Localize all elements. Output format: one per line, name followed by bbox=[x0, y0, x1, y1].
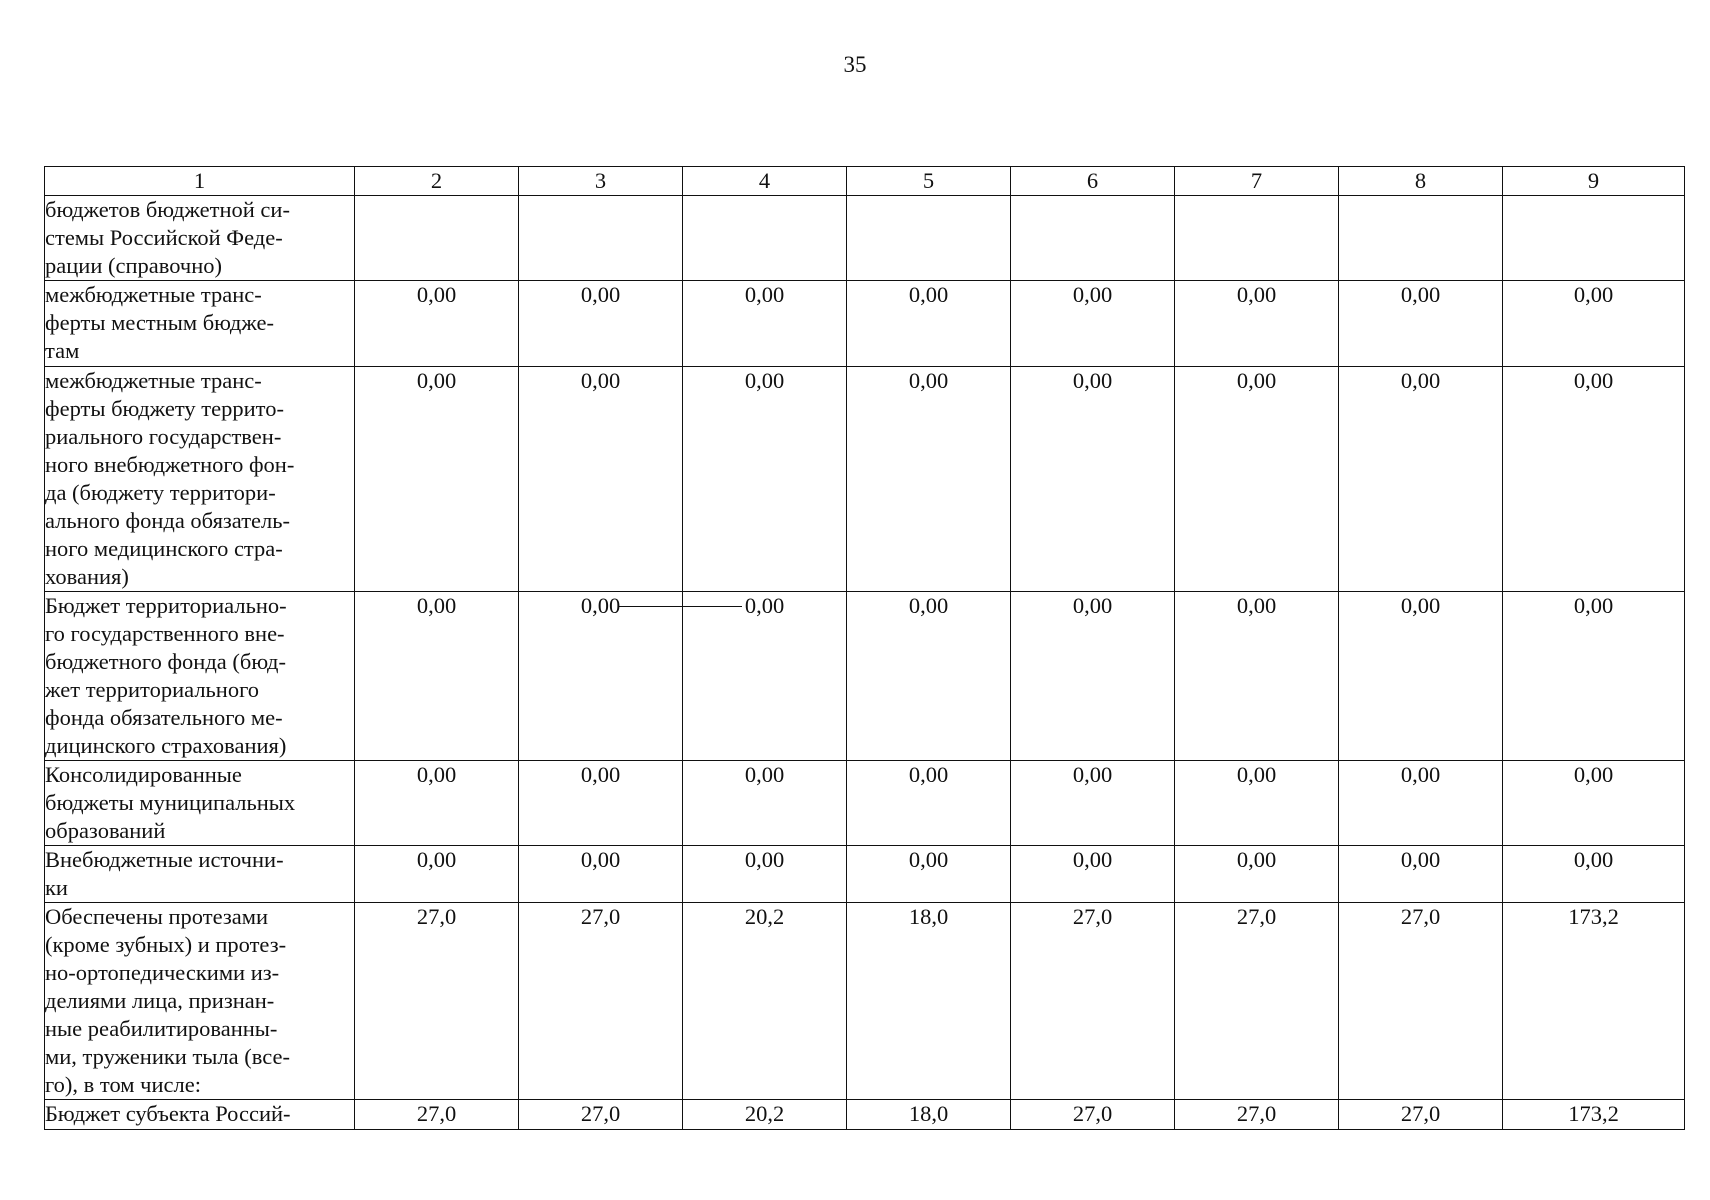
value-cell: 0,00 bbox=[1503, 761, 1685, 846]
value-cell: 0,00 bbox=[519, 846, 683, 903]
column-header: 1 bbox=[45, 167, 355, 196]
value-cell: 0,00 bbox=[1011, 761, 1175, 846]
value-cell: 0,00 bbox=[683, 367, 847, 592]
row-label-line: ного медицинского стра- bbox=[45, 536, 283, 561]
row-label-line: бюджетов бюджетной си- bbox=[45, 197, 290, 222]
row-label bbox=[45, 846, 355, 903]
row-label bbox=[45, 196, 355, 281]
value-cell: 0,00 bbox=[1339, 592, 1503, 761]
value-cell: 20,2 bbox=[683, 903, 847, 1100]
row-label-line: бюджеты муниципальных bbox=[45, 790, 296, 815]
value-cell bbox=[1175, 196, 1339, 281]
row-label-line: стемы Российской Феде- bbox=[45, 225, 283, 250]
value-cell: 0,00 bbox=[847, 281, 1011, 367]
value-cell: 0,00 bbox=[1175, 592, 1339, 761]
value-cell: 20,2 bbox=[683, 1100, 847, 1130]
row-label-line: фонда обязательного ме- bbox=[45, 705, 283, 730]
value-cell: 0,00 bbox=[847, 846, 1011, 903]
value-cell: 27,0 bbox=[519, 903, 683, 1100]
value-cell: 0,00 bbox=[355, 281, 519, 367]
row-label-line: жет территориального bbox=[45, 677, 260, 702]
row-label-line: Бюджет субъекта Россий- bbox=[45, 1101, 291, 1126]
value-cell: 0,00 bbox=[1339, 281, 1503, 367]
row-label-line: ми, труженики тыла (все- bbox=[45, 1044, 290, 1069]
value-cell bbox=[1339, 196, 1503, 281]
value-cell: 27,0 bbox=[355, 903, 519, 1100]
row-label-line: ки bbox=[45, 875, 68, 900]
value-cell bbox=[683, 196, 847, 281]
column-header: 5 bbox=[847, 167, 1011, 196]
scan-stroke-line bbox=[618, 606, 742, 607]
value-cell: 0,00 bbox=[519, 592, 683, 761]
table-row bbox=[45, 761, 1685, 846]
page-number: 35 bbox=[843, 52, 867, 77]
column-header: 2 bbox=[355, 167, 519, 196]
value-cell bbox=[847, 196, 1011, 281]
column-header: 3 bbox=[519, 167, 683, 196]
row-label bbox=[45, 1100, 355, 1130]
table-row bbox=[45, 1100, 1685, 1130]
value-cell: 0,00 bbox=[1339, 846, 1503, 903]
column-number-row bbox=[45, 167, 1685, 196]
value-cell: 0,00 bbox=[1175, 846, 1339, 903]
table-row bbox=[45, 846, 1685, 903]
value-cell: 27,0 bbox=[519, 1100, 683, 1130]
column-header: 6 bbox=[1011, 167, 1175, 196]
row-label-line: межбюджетные транс- bbox=[45, 282, 262, 307]
value-cell: 173,2 bbox=[1503, 1100, 1685, 1130]
value-cell: 0,00 bbox=[683, 846, 847, 903]
row-label bbox=[45, 367, 355, 592]
row-label-line: хования) bbox=[45, 564, 129, 589]
value-cell: 18,0 bbox=[847, 1100, 1011, 1130]
value-cell: 0,00 bbox=[1339, 367, 1503, 592]
column-header: 7 bbox=[1175, 167, 1339, 196]
value-cell: 0,00 bbox=[847, 761, 1011, 846]
row-label bbox=[45, 903, 355, 1100]
value-cell: 0,00 bbox=[1011, 846, 1175, 903]
value-cell: 27,0 bbox=[1011, 903, 1175, 1100]
value-cell: 27,0 bbox=[1175, 903, 1339, 1100]
value-cell: 27,0 bbox=[1175, 1100, 1339, 1130]
row-label-line: образований bbox=[45, 818, 166, 843]
row-label-line: бюджетного фонда (бюд- bbox=[45, 649, 286, 674]
row-label-line: ферты бюджету террито- bbox=[45, 396, 284, 421]
row-label-line: Внебюджетные источни- bbox=[45, 847, 284, 872]
row-label-line: Консолидированные bbox=[45, 762, 242, 787]
value-cell: 0,00 bbox=[355, 592, 519, 761]
value-cell: 0,00 bbox=[683, 592, 847, 761]
table-row bbox=[45, 281, 1685, 367]
value-cell bbox=[355, 196, 519, 281]
row-label bbox=[45, 592, 355, 761]
row-label-line: ферты местным бюдже- bbox=[45, 310, 275, 335]
value-cell: 0,00 bbox=[519, 367, 683, 592]
value-cell: 0,00 bbox=[683, 761, 847, 846]
row-label bbox=[45, 761, 355, 846]
column-header: 9 bbox=[1503, 167, 1685, 196]
row-label-line: дицинского страхования) bbox=[45, 733, 287, 758]
row-label-line: риального государствен- bbox=[45, 424, 282, 449]
value-cell bbox=[1503, 196, 1685, 281]
row-label-line: межбюджетные транс- bbox=[45, 368, 262, 393]
value-cell: 18,0 bbox=[847, 903, 1011, 1100]
value-cell bbox=[519, 196, 683, 281]
row-label-line: но-ортопедическими из- bbox=[45, 960, 280, 985]
value-cell: 0,00 bbox=[1175, 761, 1339, 846]
table-row bbox=[45, 592, 1685, 761]
column-header: 8 bbox=[1339, 167, 1503, 196]
value-cell: 0,00 bbox=[1503, 281, 1685, 367]
value-cell: 0,00 bbox=[1011, 592, 1175, 761]
value-cell: 0,00 bbox=[1011, 281, 1175, 367]
value-cell: 0,00 bbox=[1175, 281, 1339, 367]
row-label-line: ные реабилитированны- bbox=[45, 1016, 278, 1041]
value-cell: 27,0 bbox=[1339, 1100, 1503, 1130]
value-cell: 0,00 bbox=[1339, 761, 1503, 846]
row-label-line: Обеспечены протезами bbox=[45, 904, 268, 929]
value-cell: 0,00 bbox=[1011, 367, 1175, 592]
row-label bbox=[45, 281, 355, 367]
table-row bbox=[45, 196, 1685, 281]
row-label-line: да (бюджету территори- bbox=[45, 480, 276, 505]
value-cell bbox=[1011, 196, 1175, 281]
budget-table bbox=[44, 166, 1685, 1130]
table-row bbox=[45, 367, 1685, 592]
row-label-line: го государственного вне- bbox=[45, 621, 285, 646]
row-label-line: ного внебюджетного фон- bbox=[45, 452, 295, 477]
value-cell: 0,00 bbox=[355, 846, 519, 903]
value-cell: 0,00 bbox=[1175, 367, 1339, 592]
row-label-line: там bbox=[45, 338, 80, 363]
value-cell: 0,00 bbox=[355, 367, 519, 592]
value-cell: 0,00 bbox=[1503, 592, 1685, 761]
row-label-line: делиями лица, признан- bbox=[45, 988, 275, 1013]
row-label-line: рации (справочно) bbox=[45, 253, 222, 278]
value-cell: 0,00 bbox=[1503, 367, 1685, 592]
value-cell: 27,0 bbox=[1011, 1100, 1175, 1130]
value-cell: 0,00 bbox=[847, 592, 1011, 761]
value-cell: 0,00 bbox=[519, 761, 683, 846]
value-cell: 0,00 bbox=[847, 367, 1011, 592]
row-label-line: го), в том числе: bbox=[45, 1072, 201, 1097]
row-label-line: Бюджет территориально- bbox=[45, 593, 287, 618]
column-header: 4 bbox=[683, 167, 847, 196]
value-cell: 0,00 bbox=[519, 281, 683, 367]
value-cell: 0,00 bbox=[355, 761, 519, 846]
row-label-line: ального фонда обязатель- bbox=[45, 508, 291, 533]
value-cell: 0,00 bbox=[683, 281, 847, 367]
table-row bbox=[45, 903, 1685, 1100]
value-cell: 0,00 bbox=[1503, 846, 1685, 903]
value-cell: 27,0 bbox=[355, 1100, 519, 1130]
row-label-line: (кроме зубных) и протез- bbox=[45, 932, 287, 957]
value-cell: 27,0 bbox=[1339, 903, 1503, 1100]
value-cell: 173,2 bbox=[1503, 903, 1685, 1100]
